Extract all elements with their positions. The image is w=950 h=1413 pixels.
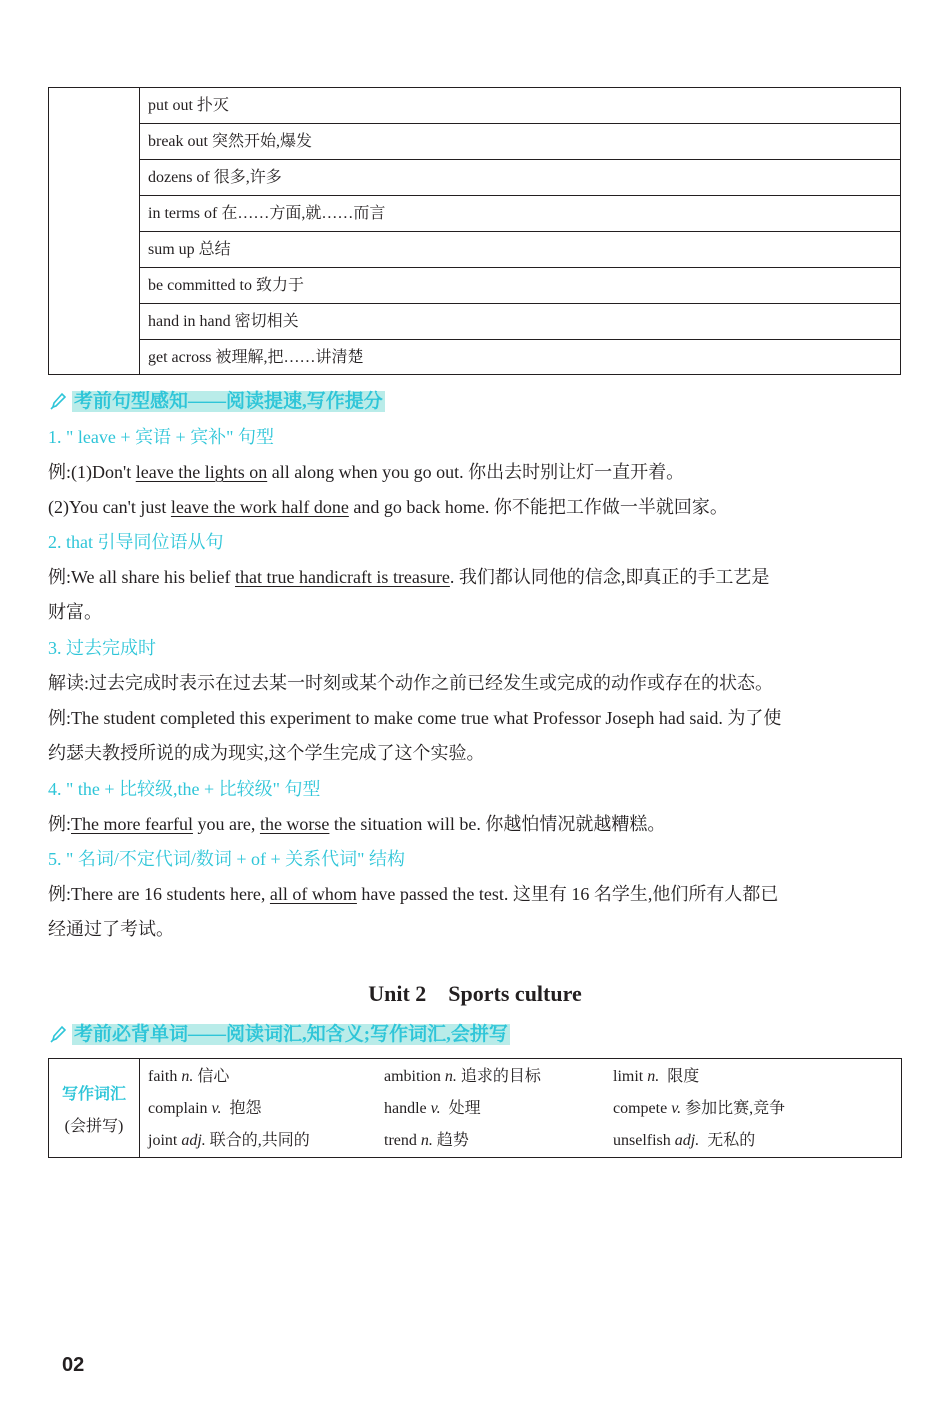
example-text: 例:We all share his belief <box>48 567 235 587</box>
vocab-entry <box>613 1098 785 1120</box>
vocab-label-subtitle: (会拼写) <box>64 1118 124 1135</box>
example-text: 例:There are 16 students here, <box>48 884 270 904</box>
example-text: and go back home. 你不能把工作做一半就回家。 <box>348 497 728 517</box>
phrase-table <box>48 87 901 375</box>
vocab-pos: v. <box>430 1100 441 1117</box>
vocab-meaning: 抱怨 <box>221 1100 262 1117</box>
underlined-phrase: leave the lights on <box>135 462 268 482</box>
example-line <box>48 494 903 520</box>
underlined-phrase: that true handicraft is treasure <box>235 567 450 587</box>
vocab-pos: n. <box>647 1068 660 1085</box>
example-text: (2)You can't just <box>48 497 171 517</box>
example-line <box>48 811 903 837</box>
vocab-meaning: 信心 <box>193 1068 230 1085</box>
item-title: 2. that 引导同位语从句 <box>48 532 224 552</box>
vocab-meaning: 无私的 <box>699 1132 756 1149</box>
phrase-row: hand in hand 密切相关 <box>139 304 900 340</box>
underlined-phrase: all of whom <box>269 884 357 904</box>
example-text: all along when you go out. 你出去时别让灯一直开着。 <box>267 462 685 482</box>
item-title: 4. " the + 比较级,the + 比较级" 句型 <box>48 779 321 799</box>
example-line-continued: 约瑟夫教授所说的成为现实,这个学生完成了这个实验。 <box>48 743 485 763</box>
phrase-table-label-cell <box>49 88 140 374</box>
section-heading-text: 考前必背单词——阅读词汇,知含义;写作词汇,会拼写 <box>74 1024 508 1045</box>
vocab-word: trend <box>384 1132 417 1149</box>
underlined-phrase: the worse <box>259 814 330 834</box>
section-heading-sentences <box>50 389 385 415</box>
vocab-meaning: 趋势 <box>432 1132 469 1149</box>
section-heading-vocab <box>50 1022 510 1048</box>
vocab-entry <box>613 1130 755 1152</box>
pencil-icon <box>50 392 66 410</box>
example-line-continued: 经通过了考试。 <box>48 919 174 939</box>
example-line-continued: 财富。 <box>48 602 102 622</box>
vocab-pos: n. <box>181 1068 194 1085</box>
phrase-row: break out 突然开始,爆发 <box>139 124 900 160</box>
vocab-entry <box>148 1066 229 1088</box>
example-text: . 我们都认同他的信念,即真正的手工艺是 <box>449 567 770 587</box>
vocab-pos: adj. <box>674 1132 700 1149</box>
vocab-meaning: 联合的,共同的 <box>205 1132 310 1149</box>
vocab-entry <box>384 1098 481 1120</box>
vocab-entry <box>148 1130 310 1152</box>
phrase-row: in terms of 在……方面,就……而言 <box>139 196 900 232</box>
phrase-row: be committed to 致力于 <box>139 268 900 304</box>
example-text: have passed the test. 这里有 16 名学生,他们所有人都已 <box>356 884 779 904</box>
vocab-label-cell <box>49 1059 140 1157</box>
vocab-entry <box>613 1066 699 1088</box>
explanation-line: 解读:过去完成时表示在过去某一时刻或某个动作之前已经发生或完成的动作或存在的状态。 <box>48 673 773 693</box>
vocab-word: compete <box>613 1100 668 1117</box>
page-number: 02 <box>62 1354 85 1376</box>
vocab-word: unselfish <box>613 1132 671 1149</box>
phrase-row: get across 被理解,把……讲清楚 <box>148 349 364 366</box>
vocab-pos: v. <box>671 1100 682 1117</box>
vocab-label-title: 写作词汇 <box>61 1086 126 1103</box>
vocab-entry <box>384 1066 541 1088</box>
vocab-meaning: 参加比赛,竞争 <box>681 1100 786 1117</box>
example-line <box>48 881 903 907</box>
example-line: 例:The student completed this experiment to make come true what Professor Joseph had said. 为了使 <box>48 708 782 728</box>
vocab-pos: adj. <box>181 1132 206 1149</box>
vocab-pos: v. <box>211 1100 222 1117</box>
pencil-icon <box>50 1025 66 1043</box>
vocab-word: complain <box>148 1100 208 1117</box>
example-text: the situation will be. 你越怕情况就越糟糕。 <box>329 814 666 834</box>
vocab-entry <box>384 1130 469 1152</box>
vocab-pos: n. <box>444 1068 457 1085</box>
phrase-row: dozens of 很多,许多 <box>139 160 900 196</box>
vocab-word: joint <box>148 1132 178 1149</box>
vocab-pos: n. <box>420 1132 433 1149</box>
vocab-word: handle <box>384 1100 427 1117</box>
vocab-word: ambition <box>384 1068 441 1085</box>
underlined-phrase: The more fearful <box>71 814 193 834</box>
phrase-row: put out 扑灭 <box>139 88 900 124</box>
vocab-table <box>48 1058 902 1158</box>
vocab-entry <box>148 1098 261 1120</box>
phrase-row: sum up 总结 <box>139 232 900 268</box>
vocab-word: faith <box>148 1068 178 1085</box>
underlined-phrase: leave the work half done <box>170 497 349 517</box>
unit-title: Unit 2 Sports culture <box>368 981 582 1006</box>
example-line <box>48 564 903 590</box>
example-line <box>48 459 903 485</box>
example-text: 例: <box>48 814 72 834</box>
vocab-meaning: 处理 <box>440 1100 481 1117</box>
vocab-word: limit <box>613 1068 644 1085</box>
section-heading-text: 考前句型感知——阅读提速,写作提分 <box>74 391 383 412</box>
item-title: 5. " 名词/不定代词/数词 + of + 关系代词" 结构 <box>48 849 405 869</box>
vocab-meaning: 追求的目标 <box>456 1068 541 1085</box>
vocab-meaning: 限度 <box>659 1068 700 1085</box>
example-text: 例:(1)Don't <box>48 462 136 482</box>
item-title: 1. " leave + 宾语 + 宾补" 句型 <box>48 427 274 447</box>
item-title: 3. 过去完成时 <box>48 638 156 658</box>
example-text: you are, <box>192 814 260 834</box>
